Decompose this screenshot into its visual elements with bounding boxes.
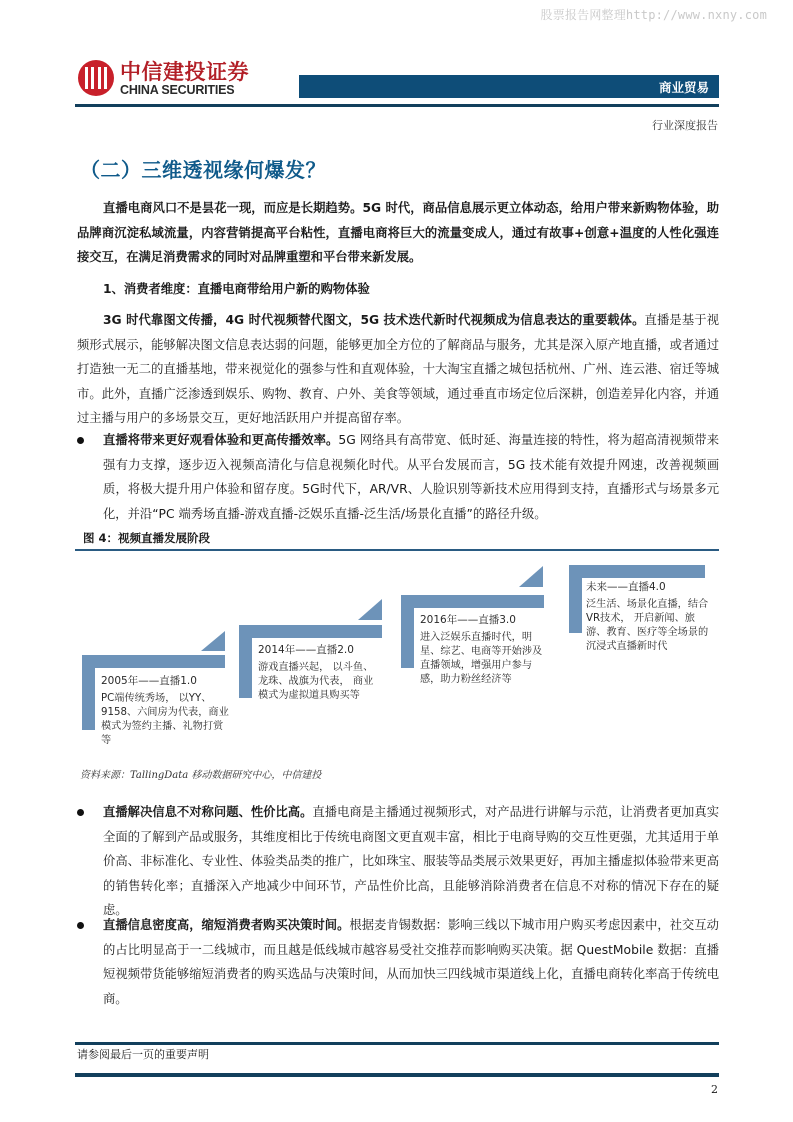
stage-body: 进入泛娱乐直播时代，明星、综艺、电商等开始涉及直播领域，增强用户参与感，助力粉丝经济等 <box>420 632 543 685</box>
stage-heading: 2014年——直播2.0 <box>258 644 354 656</box>
logo-chinese-name: 中信建投证券 <box>120 60 249 84</box>
bullet-body: 直播电商是主播通过视频形式，对产品进行讲解与示范，让消费者更加真实全面的了解到产品或服务，其维度相比于传统电商图文更直观丰富，相比于电商导购的交互性更强，尤其适用于单价高、非标准化、专业性、体验类品类的推广，比如珠宝、服装等品类展示效果更好，再加主播虚拟体验带来更高的销售转化率；直播深入产地减少中间环节，产品性价比高，且能够消除消费者在信息不对称的情况下存在的疑虑。 <box>103 805 719 917</box>
stage-heading: 2016年——直播3.0 <box>420 614 516 626</box>
paragraph-consumer <box>77 308 719 431</box>
figure-title: 图 4：视频直播发展阶段 <box>83 531 211 545</box>
footer-disclaimer-link: 请参阅最后一页的重要声明 <box>77 1048 209 1061</box>
step-arrow-icon <box>519 566 543 587</box>
sector-label: 商业贸易 <box>658 80 709 95</box>
stage-heading: 2005年——直播1.0 <box>101 675 197 687</box>
bullet-icon <box>77 922 84 929</box>
company-logo <box>78 58 268 102</box>
header-divider <box>75 104 719 107</box>
footer-divider-bottom <box>75 1073 719 1077</box>
bullet-item <box>77 913 719 1011</box>
watermark: 股票报告网整理http://www.nxny.com <box>540 8 767 22</box>
bullet-lead: 直播将带来更好观看体验和更高传播效率。 <box>103 433 339 447</box>
footer-divider-top <box>75 1042 719 1045</box>
logo-english-name: CHINA SECURITIES <box>120 83 235 97</box>
stage-body: 泛生活、场景化直播，结合VR技术， 开启新闻、旅游、教育、医疗等全场景的沉浸式直播新时代 <box>586 599 709 652</box>
stage-body: 游戏直播兴起， 以斗鱼、龙珠、战旗为代表， 商业模式为虚拟道具购买等 <box>258 662 374 701</box>
page-number: 2 <box>711 1083 718 1096</box>
stage-heading: 未来——直播4.0 <box>586 581 666 593</box>
step-arrow-icon <box>201 631 225 651</box>
bullet-body: 5G 网络具有高带宽、低时延、海量连接的特性，将为超高清视频带来强有力支撑，逐步迈入视频高清化与信息视频化时代。从平台发展而言，5G 技术能有效提升网速，改善视频画质，将极大提升用户体验和留存度。5G时代下，AR/VR、人脸识别等新技术应用得到支持，直播形式与场景多元化，并沿“PC 端秀场直播-游戏直播-泛娱乐直播-泛生活/场景化直播”的路径升级。 <box>103 433 719 521</box>
subsection-title: 1、消费者维度：直播电商带给用户新的购物体验 <box>103 282 370 296</box>
paragraph-lead: 3G 时代靠图文传播，4G 时代视频替代图文，5G 技术迭代新时代视频成为信息表达的重要载体。 <box>103 313 645 327</box>
bullet-body: 根据麦肯锡数据：影响三线以下城市用户购买考虑因素中，社交互动的占比明显高于一二线城市，而且越是低线城市越容易受社交推荐而影响购买决策。据 QuestMobile 数据：直播短视频带货能够缩短消费者的购买选品与决策时间，从而加快三四线城市渠道线上化，直播电商转化率高于传统电商。 <box>103 918 719 1006</box>
figure-staircase-diagram <box>75 552 719 757</box>
step-arrow-icon <box>358 599 382 620</box>
section-title: （二）三维透视缘何爆发？ <box>80 158 326 182</box>
intro-text: 直播电商风口不是昙花一现，而应是长期趋势。5G 时代，商品信息展示更立体动态，给用户带来新购物体验，助品牌商沉淀私域流量，内容营销提高平台粘性，直播电商将巨大的流量变成人，通过有故事+创意+温度的人性化强连接交互，在满足消费需求的同时对品牌重塑和平台带来新发展。 <box>77 201 719 264</box>
bullet-lead: 直播信息密度高，缩短消费者购买决策时间。 <box>103 918 350 932</box>
bullet-item <box>77 800 719 923</box>
bullet-icon <box>77 437 84 444</box>
figure-divider <box>75 549 719 551</box>
stage-body: PC端传统秀场， 以YY、9158、六间房为代表，商业模式为签约主播、礼物打赏等 <box>101 693 229 746</box>
report-type: 行业深度报告 <box>652 119 718 132</box>
intro-paragraph <box>77 196 719 270</box>
bullet-item <box>77 428 719 526</box>
logo-emblem-icon <box>78 60 114 96</box>
paragraph-body: 直播是基于视频形式展示，能够解决图文信息表达弱的问题，能够更加全方位的了解商品与服务，尤其是深入原产地直播，或者通过打造独一无二的直播基地，带来视觉化的强参与性和直观体验，十大淘宝直播之城包括杭州、广州、连云港、宿迁等城市。此外，直播广泛渗透到娱乐、购物、教育、户外、美食等领域，通过垂直市场定位后深耕，创造差异化内容，并通过主播与用户的多场景交互，更好地活跃用户并提高留存率。 <box>77 313 719 425</box>
bullet-lead: 直播解决信息不对称问题、性价比高。 <box>103 805 313 819</box>
sector-banner <box>299 75 719 98</box>
bullet-icon <box>77 809 84 816</box>
figure-source: 资料来源：TallingData 移动数据研究中心，中信建投 <box>80 770 322 781</box>
